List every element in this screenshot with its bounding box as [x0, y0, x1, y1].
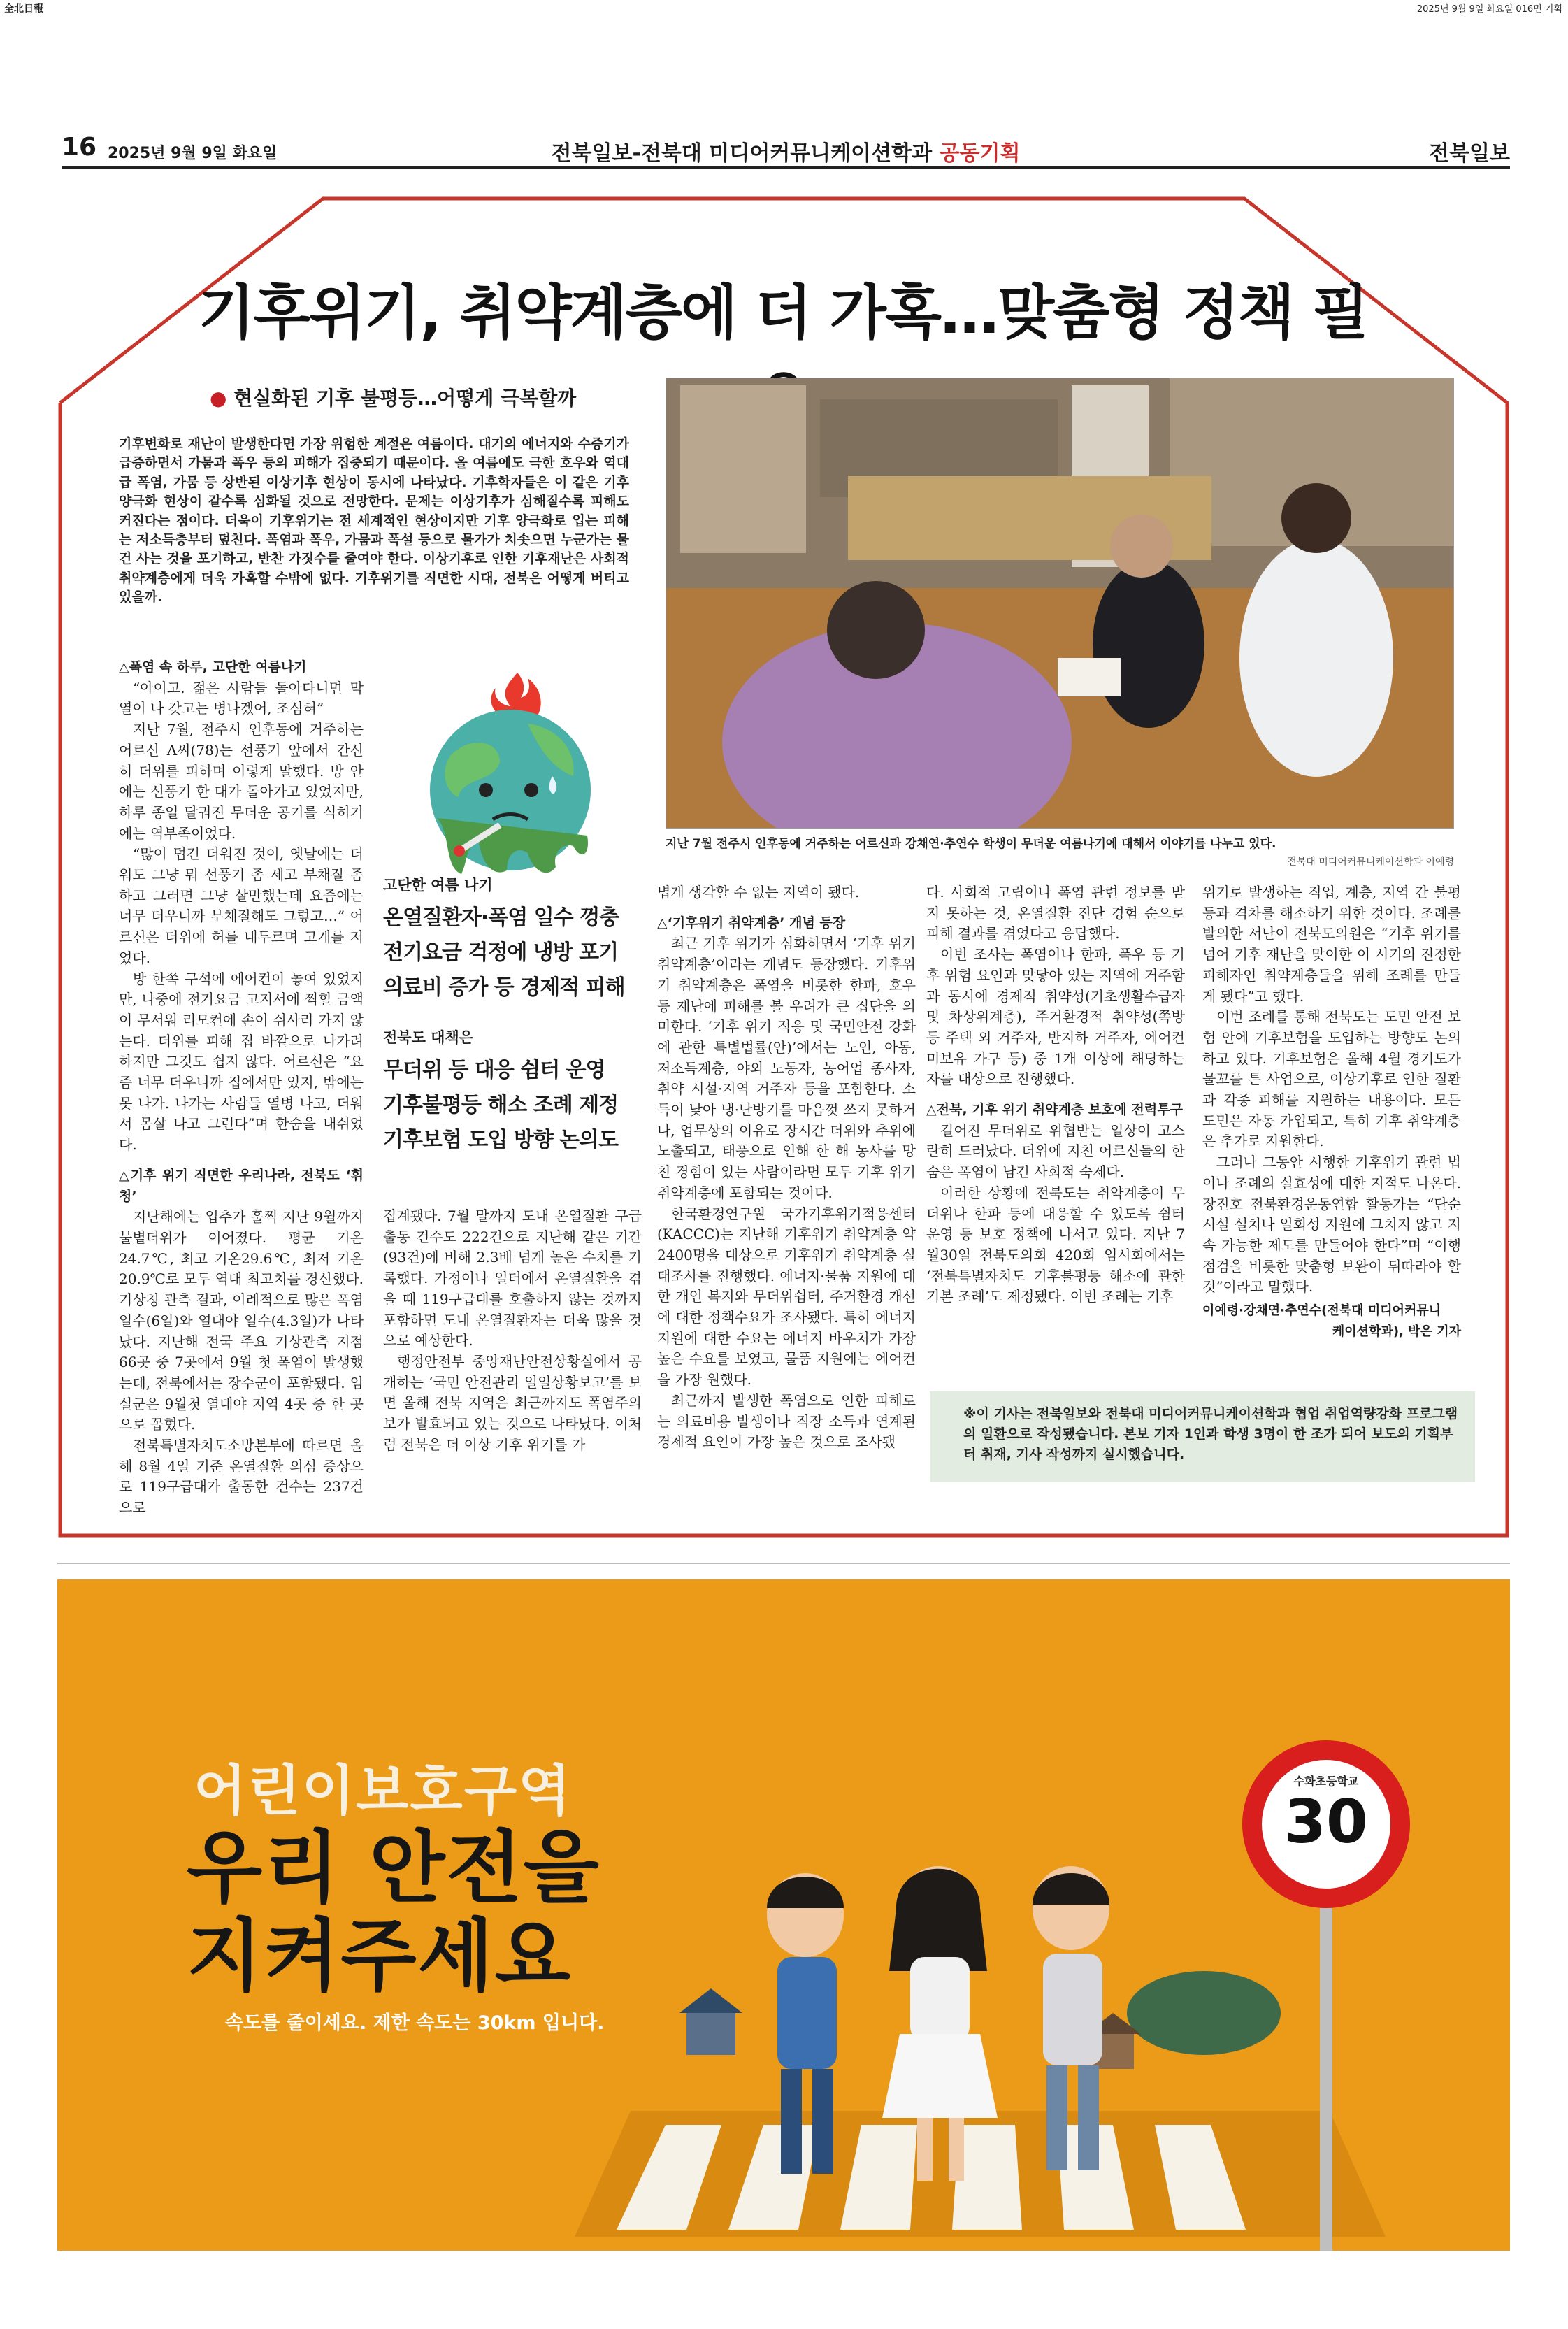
collaboration-note: ※이 기사는 전북일보와 전북대 미디어커뮤니케이션학과 협업 취업역량강화 프로그램의 일환으로 작성됐습니다. 본보 기자 1인과 학생 3명이 한 조가 되어 보도의 기획부터 취재, 기사 작성까지 실시했습니다.	[930, 1391, 1475, 1482]
sign-pole	[1320, 1908, 1332, 2251]
section-subhead: △전북, 기후 위기 취약계층 보호에 전력투구	[926, 1102, 1183, 1118]
subhead-bullet: ●	[210, 387, 227, 410]
paragraph: “많이 덥긴 더워진 것이, 옛날에는 더워도 그냥 뭐 선풍기 좀 세고 부채질 좀 하고 그러면 그냥 살만했는데 요즘에는 너무 더우니까 부채질해도 그렇고…” 어르신은 더위에 허를 내두르며 고개를 저었다.	[119, 845, 364, 966]
ad-tagline: 속도를 줄이세요. 제한 속도는 30km 입니다.	[225, 2012, 605, 2034]
article-column-1	[119, 657, 364, 1519]
ad-title-main	[187, 1824, 600, 2000]
paragraph: 전북특별자치도소방본부에 따르면 올해 8월 4일 기준 온열질환 의심 증상으로 119구급대가 출동한 건수는 237건으로	[119, 1437, 364, 1517]
pull-quote-box	[383, 874, 659, 1158]
photo-credit: 전북대 미디어커뮤니케이션학과 이예령	[1287, 857, 1454, 868]
section-highlight: 공동기획	[939, 141, 1021, 166]
sign-school-label: 수화초등학교	[1293, 1775, 1359, 1788]
brand-name: 전북일보	[1429, 141, 1510, 166]
subhead-text: 현실화된 기후 불평등…어떻게 극복할까	[233, 387, 577, 410]
section-subhead: △폭염 속 하루, 고단한 여름나기	[119, 659, 307, 675]
school-zone-ad	[57, 1579, 1510, 2251]
photo-caption: 지난 7월 전주시 인후동에 거주하는 어르신과 강채연·추연수 학생이 무더운 여름나기에 대해서 이야기를 나누고 있다.	[666, 837, 1276, 851]
ad-title-line: 지켜주세요	[187, 1911, 572, 2002]
photo-illustration	[666, 378, 1454, 829]
header-rule	[62, 166, 1510, 169]
paragraph: 행정안전부 중앙재난안전상황실에서 공개하는 ‘국민 안전관리 일일상황보고’를 보면 올해 전북 지역은 최근까지도 폭염주의보가 발효되고 있는 것으로 나타났다. 이처럼 전북은 더 이상 기후 위기를 가	[383, 1352, 642, 1453]
page-separator	[57, 1563, 1510, 1564]
paragraph: 이번 조례를 통해 전북도는 도민 안전 보험 안에 기후보험을 도입하는 방향도 논의하고 있다. 기후보험은 올해 4월 경기도가 물꼬를 튼 사업으로, 이상기후로 인한 질환과 각종 피해를 지원하는 내용이다. 모든 도민은 자동 가입되고, 특히 기후 취약계층은 추가로 지원한다.	[1202, 1008, 1461, 1150]
article-column-2	[383, 1206, 642, 1455]
section-subhead: △기후 위기 직면한 우리나라, 전북도 ‘휘청’	[119, 1167, 364, 1204]
paragraph: 이번 조사는 폭염이나 한파, 폭우 등 기후 위험 요인과 맞닿아 있는 지역에 거주함과 동시에 경제적 취약성(기초생활수급자 및 차상위계층), 주거환경적 취약성(쪽방 등 주택 외 거주자, 반지하 거주자, 에어컨 미보유 가구 등) 중 1개 이상에 해당하는 자를 대상으로 진행했다.	[926, 946, 1185, 1088]
paragraph: 지난 7월, 전주시 인후동에 거주하는 어르신 A씨(78)는 선풍기 앞에서 간신히 더위를 피하며 이렇게 말했다. 방 안에는 선풍기 한 대가 돌아가고 있었지만, 하루 종일 달궈진 무더운 공기를 식히기에는 역부족이었다.	[119, 721, 364, 842]
masthead-strip	[0, 0, 1568, 15]
paragraph: 그러나 그동안 시행한 기후위기 관련 법이나 조례의 실효성에 대한 지적도 나온다. 장진호 전북환경운동연합 활동가는 “단순 시설 설치나 일회성 지원에 그치지 않고 지속 가능한 제도를 만들어야 한다”며 “이행 점검을 비롯한 맞춤형 보완이 뒤따라야 할 것”이라고 말했다.	[1202, 1154, 1461, 1296]
speed-limit-sign-icon	[1242, 1740, 1410, 1908]
ad-title-school-zone: 어린이보호구역	[194, 1760, 573, 1823]
byline: 케이션학과), 박은 기자	[1332, 1324, 1461, 1339]
paragraph: 길어진 무더위로 위협받는 일상이 고스란히 드러났다. 더위에 지친 어르신들의 한숨은 폭염이 남긴 사회적 숙제다.	[926, 1121, 1185, 1181]
section-main: 전북일보-전북대 미디어커뮤니케이션학과	[551, 141, 933, 166]
article-photo	[666, 378, 1454, 829]
paragraph: 방 한쪽 구석에 에어컨이 놓여 있었지만, 나중에 전기요금 고지서에 찍힐 금액이 무서워 리모컨에 손이 쉬사리 가지 않는다. 더위를 피해 집 바깥으로 나가려 하지만 그것도 쉽지 않다. 어르신은 “요즘 너무 더우니까 집에서만 있지, 밖에는 못 나가. 나가는 사람들 열병 나고, 더워서 몸살 나고 그런다”며 한숨을 내쉬었다.	[119, 970, 364, 1154]
paragraph: 이러한 상황에 전북도는 취약계층이 무더위나 한파 등에 대응할 수 있도록 쉼터 운영 등 보호 정책에 나서고 있다. 지난 7월30일 전북도의회 420회 임시회에서는 ‘전북특별자치도 기후불평등 해소에 관한 기본 조례’도 제정됐다. 이번 조례는 기후	[926, 1184, 1185, 1305]
byline: 이예령·강채연·추연수(전북대 미디어커뮤니	[1202, 1303, 1441, 1319]
paragraph: 최근까지 발생한 폭염으로 인한 피해로는 의료비용 발생이나 직장 소득과 연계된 경제적 요인이 가장 높은 것으로 조사됐	[657, 1391, 916, 1451]
article-column-4	[926, 882, 1185, 1307]
pull-quote-line: 온열질환자·폭염 일수 껑충	[383, 905, 619, 930]
pull-quote-line: 기후불평등 해소 조례 제정	[383, 1093, 619, 1117]
page-number: 16	[62, 133, 97, 162]
melting-earth-icon	[395, 657, 626, 895]
ad-title-line: 우리 안전을	[187, 1823, 600, 1914]
paragraph: 위기로 발생하는 직업, 계층, 지역 간 불평등과 격차를 해소하기 위한 것이다. 조례를 발의한 서난이 전북도의원은 “기후 위기를 넘어 기후 재난을 맞이한 이 시기의 진정한 피해자인 취약계층들을 위해 조례를 만들게 됐다”고 했다.	[1202, 884, 1461, 1005]
edition-line: 2025년 9월 9일 화요일 016면 기획	[1416, 4, 1562, 15]
paragraph: “아이고. 젊은 사람들 돌아다니면 막 열이 나 갖고는 병나겠어, 조심혀”	[119, 679, 364, 717]
paragraph: 최근 기후 위기가 심화하면서 ‘기후 위기 취약계층’이라는 개념도 등장했다. 기후위기 취약계층은 폭염을 비롯한 한파, 호우 등 재난에 피해를 볼 우려가 큰 집단을 의미한다. ‘기후 위기 적응 및 국민안전 강화에 관한 특별법률(안)’에서는 노인, 아동, 저소득계층, 야외 노동자, 농어업 종사자, 취약 시설·지역 거주자 등을 포함한다. 소득이 낮아 냉·난방기를 마음껏 쓰지 못하거나, 업무상의 이유로 장시간 더위와 추위에 노출되고, 태풍으로 인해 한 해 농사를 망친 경험이 있는 사람이라면 모두 기후 위기 취약계층에 포함되는 것이다.	[657, 935, 916, 1201]
page-date: 2025년 9월 9일 화요일	[108, 145, 278, 162]
paragraph: 볍게 생각할 수 없는 지역이 됐다.	[657, 884, 860, 901]
section-title	[62, 136, 1510, 166]
pull-quote-line: 무더위 등 대응 쉼터 운영	[383, 1058, 605, 1082]
article-column-3	[657, 882, 916, 1453]
article-column-5	[1202, 882, 1461, 1342]
paragraph: 집계됐다. 7월 말까지 도내 온열질환 구급 출동 건수도 222건으로 지난해 같은 기간(93건)에 비해 2.3배 넘게 높은 수치를 기록했다. 가정이나 일터에서 온열질환을 겪을 때 119구급대를 호출하지 않는 것까지 포함하면 도내 온열질환자는 더욱 많을 것으로 예상한다.	[383, 1208, 642, 1349]
section-subhead: △‘기후위기 취약계층’ 개념 등장	[657, 915, 846, 931]
pull-quote-line: 의료비 증가 등 경제적 피해	[383, 975, 625, 1000]
headline: 기후위기, 취약계층에 더 가혹…맞춤형 정책 필	[198, 278, 1368, 347]
paragraph: 다. 사회적 고립이나 폭염 관련 정보를 받지 못하는 것, 온열질환 진단 경험 순으로 피해 결과를 겪었다고 응답했다.	[926, 884, 1185, 943]
sign-speed-value: 30	[1284, 1787, 1368, 1857]
lead-paragraph: 기후변화로 재난이 발생한다면 가장 위험한 계절은 여름이다. 대기의 에너지와 수증기가 급증하면서 가뭄과 폭우 등의 피해가 집중되기 때문이다. 올 여름에도 극한 호우와 역대급 폭염, 가뭄 등 상반된 이상기후 현상이 동시에 나타났다. 기후학자들은 이 같은 기후 양극화 현상이 갈수록 심화될 것으로 전망한다. 문제는 이상기후가 심해질수록 피해도 커진다는 점이다. 더욱이 기후위기는 전 세계적인 현상이지만 기후 양극화로 입는 피해는 저소득층부터 덮친다. 폭염과 폭우, 가뭄과 폭설 등으로 물가가 치솟으면 누군가는 물건 사는 것을 포기하고, 반찬 가짓수를 줄여야 한다. 이상기후로 인한 기후재난은 사회적 취약계층에게 더욱 가혹할 수밖에 없다. 기후위기를 직면한 시대, 전북은 어떻게 버티고 있을까.	[119, 436, 629, 605]
paragraph: 지난해에는 입추가 훌쩍 지난 9월까지 불볕더위가 이어졌다. 평균 기온 24.7℃, 최고 기온29.6℃, 최저 기온 20.9℃로 모두 역대 최고치를 경신했다. 기상청 관측 결과, 이례적으로 많은 폭염 일수(6일)와 열대야 일수(4.3일)가 나타났다. 지난해 전국 주요 기상관측 지점 66곳 중 7곳에서 9월 첫 폭염이 발생했는데, 전북에서는 장수군이 포함됐다. 임실군은 9월첫 열대야 지역 4곳 중 한 곳으로 꼽혔다.	[119, 1208, 364, 1433]
page-header	[62, 133, 1510, 166]
pull-quote-label: 고단한 여름 나기	[383, 877, 493, 894]
pull-quote-line: 기후보험 도입 방향 논의도	[383, 1128, 619, 1152]
subhead	[210, 383, 576, 411]
pull-quote-label: 전북도 대책은	[383, 1029, 474, 1046]
masthead-logo: 全北日報	[4, 3, 43, 15]
paragraph: 한국환경연구원 국가기후위기적응센터(KACCC)는 지난해 기후위기 취약계층 약 2400명을 대상으로 기후위기 취약계층 실태조사를 진행했다. 에너지·물품 지원에 대한 개인 복지와 무더위쉼터, 주거환경 개선에 대한 정책수요가 조사됐다. 특히 에너지 지원에 대한 수요는 에너지 바우처가 가장 높은 수요를 보였고, 물품 지원에는 에어컨을 가장 원했다.	[657, 1205, 916, 1389]
pull-quote-line: 전기요금 걱정에 냉방 포기	[383, 940, 619, 965]
